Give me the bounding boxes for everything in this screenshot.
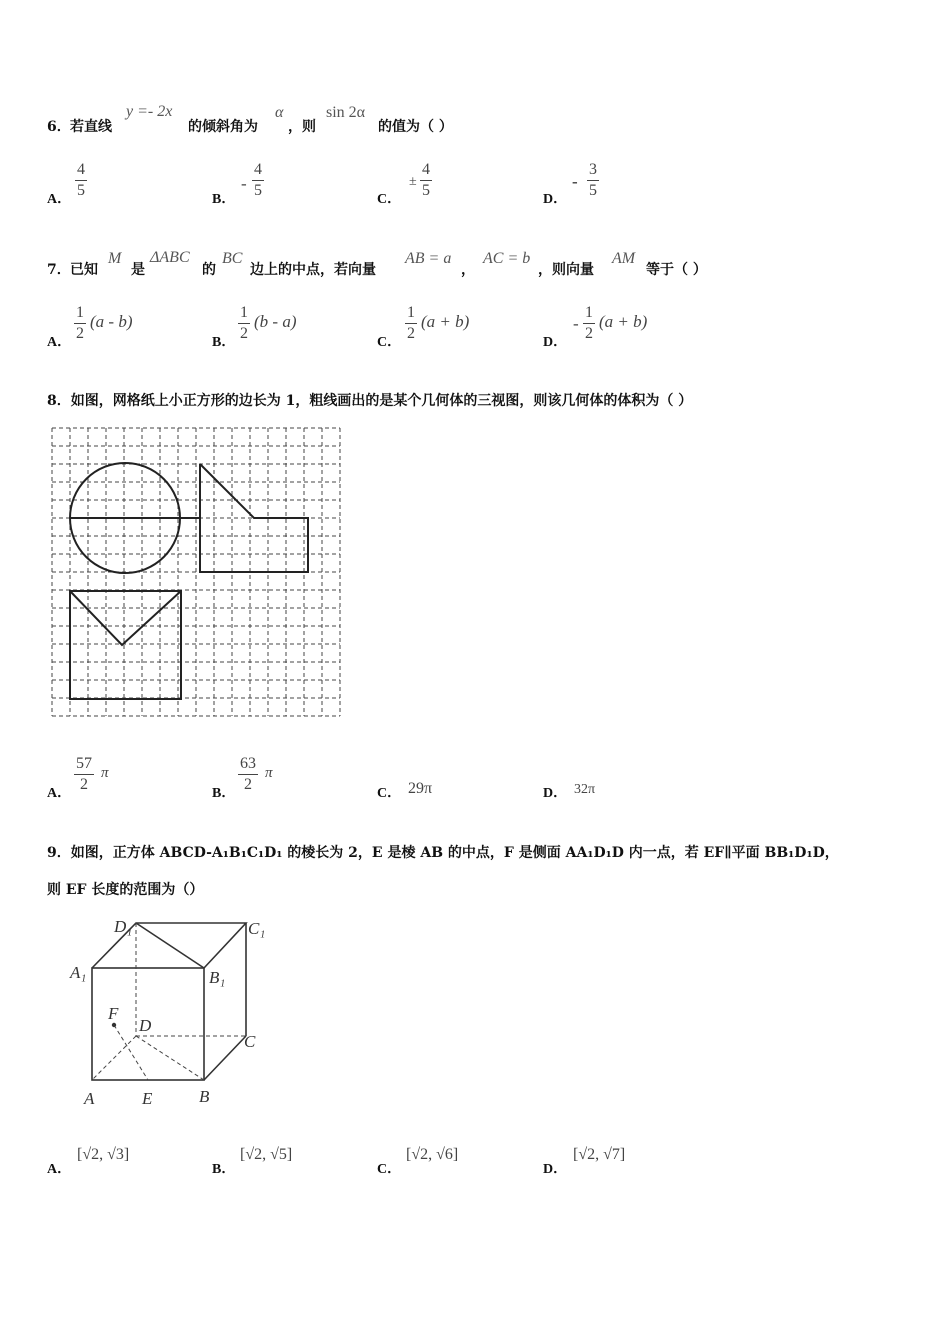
q7-text-4: 边上的中点，若向量 [250,262,376,278]
sign: - [241,174,247,193]
label-d: D [139,1016,152,1035]
option-label: D． [543,335,568,350]
q7-text-1: 已知 [70,262,98,278]
point-f [112,1023,116,1027]
option-value: 32π [574,782,596,797]
edge-ad [92,1036,136,1080]
q6-number: 6． [47,119,71,135]
fraction: $\frac{4}{5}$ [254,161,262,199]
q7-text-2: 是 [131,262,145,278]
q7-vector-am: AM [612,250,636,267]
fraction: $\frac{4}{5}$ [77,161,85,199]
label-e: E [142,1089,153,1108]
option-value: [√2, √7] [573,1146,626,1163]
option-label: A． [47,192,72,207]
q7-text-3: 的 [202,262,216,278]
q6-sin-expression: sin 2α [326,104,366,121]
fraction: $\frac{1}{2}$ [76,304,84,342]
option-label: C． [377,192,402,207]
fraction: $\frac{1}{2}$ [407,304,415,342]
edge-bc [204,1036,246,1080]
top-view-v-lines [70,591,181,645]
pi: π [265,765,273,781]
label-c: C [244,1032,256,1051]
fraction: $\frac{3}{5}$ [589,161,597,199]
fraction: $\frac{1}{2}$ [585,304,593,342]
pi: π [101,765,109,781]
option-label: C． [377,786,402,801]
q7-text-7: 等于（ ） [646,262,707,278]
three-view-grid-figure [50,426,348,718]
option-label: B． [212,192,236,207]
q7-text-6: ，则向量 [538,262,594,278]
q8-text: 8．如图，网格纸上小正方形的边长为 1，粗线画出的是某个几何体的三视图，则该几何体的体积为（ ） [47,393,693,409]
option-value: [√2, √6] [406,1146,459,1163]
option-label: D． [543,786,568,801]
option-value: 29π [408,780,433,797]
q6-alpha: α [275,104,284,121]
fraction: $\frac{63}{2}$ [240,755,256,793]
sign: ± [409,174,417,189]
vector-expression: (a + b) [599,312,648,331]
label-c1: C₁ [248,919,266,938]
option-label: A． [47,1162,72,1177]
fraction: $\frac{4}{5}$ [422,161,430,199]
option-label: C． [377,1162,402,1177]
option-label: B． [212,335,236,350]
q6-text-1: 若直线 [70,119,112,135]
q6-text-3: ，则 [288,119,316,135]
q7-vector-ab: AB = a [405,250,452,267]
vector-expression: (a + b) [421,312,470,331]
q9-text-line-2: 则 EF 长度的范围为（） [47,882,204,898]
vector-expression: (a - b) [90,312,133,331]
cube-hidden-edges [92,923,246,1080]
label-d1: D₁ [114,917,133,936]
label-b1: B₁ [209,968,226,987]
q7-text-5: ， [461,262,475,278]
sign: - [573,314,579,333]
q6-text-4: 的值为（ ） [378,119,453,135]
fraction: $\frac{57}{2}$ [76,755,92,793]
q7-triangle: ΔABC [150,249,190,266]
q9-text-line-1: 9．如图，正方体 ABCD-A₁B₁C₁D₁ 的棱长为 2，E 是棱 AB 的中点，F 是侧面 AA₁D₁D 内一点，若 EF∥平面 BB₁D₁D， [47,845,839,861]
label-b: B [199,1087,210,1106]
option-label: D． [543,192,568,207]
q7-point-m: M [108,250,122,267]
q6-text-2: 的倾斜角为 [188,119,258,135]
q6-line-equation: y =- 2x [126,103,173,120]
sign: - [572,172,578,191]
label-a: A [84,1089,95,1108]
q7-number: 7． [47,262,71,278]
vector-expression: (b - a) [254,312,297,331]
option-label: B． [212,786,236,801]
label-f: F [108,1004,119,1023]
diagonal-d1b1 [136,923,204,968]
option-label: D． [543,1162,568,1177]
option-label: C． [377,335,402,350]
option-value: [√2, √5] [240,1146,293,1163]
option-label: A． [47,335,72,350]
diagonal-db [136,1036,204,1080]
cube-figure [64,908,284,1113]
label-a1: A₁ [70,963,87,982]
option-label: B． [212,1162,236,1177]
q7-vector-ac: AC = b [483,250,531,267]
q7-segment-bc: BC [222,250,243,267]
option-value: [√2, √3] [77,1146,130,1163]
option-label: A． [47,786,72,801]
fraction: $\frac{1}{2}$ [240,304,248,342]
